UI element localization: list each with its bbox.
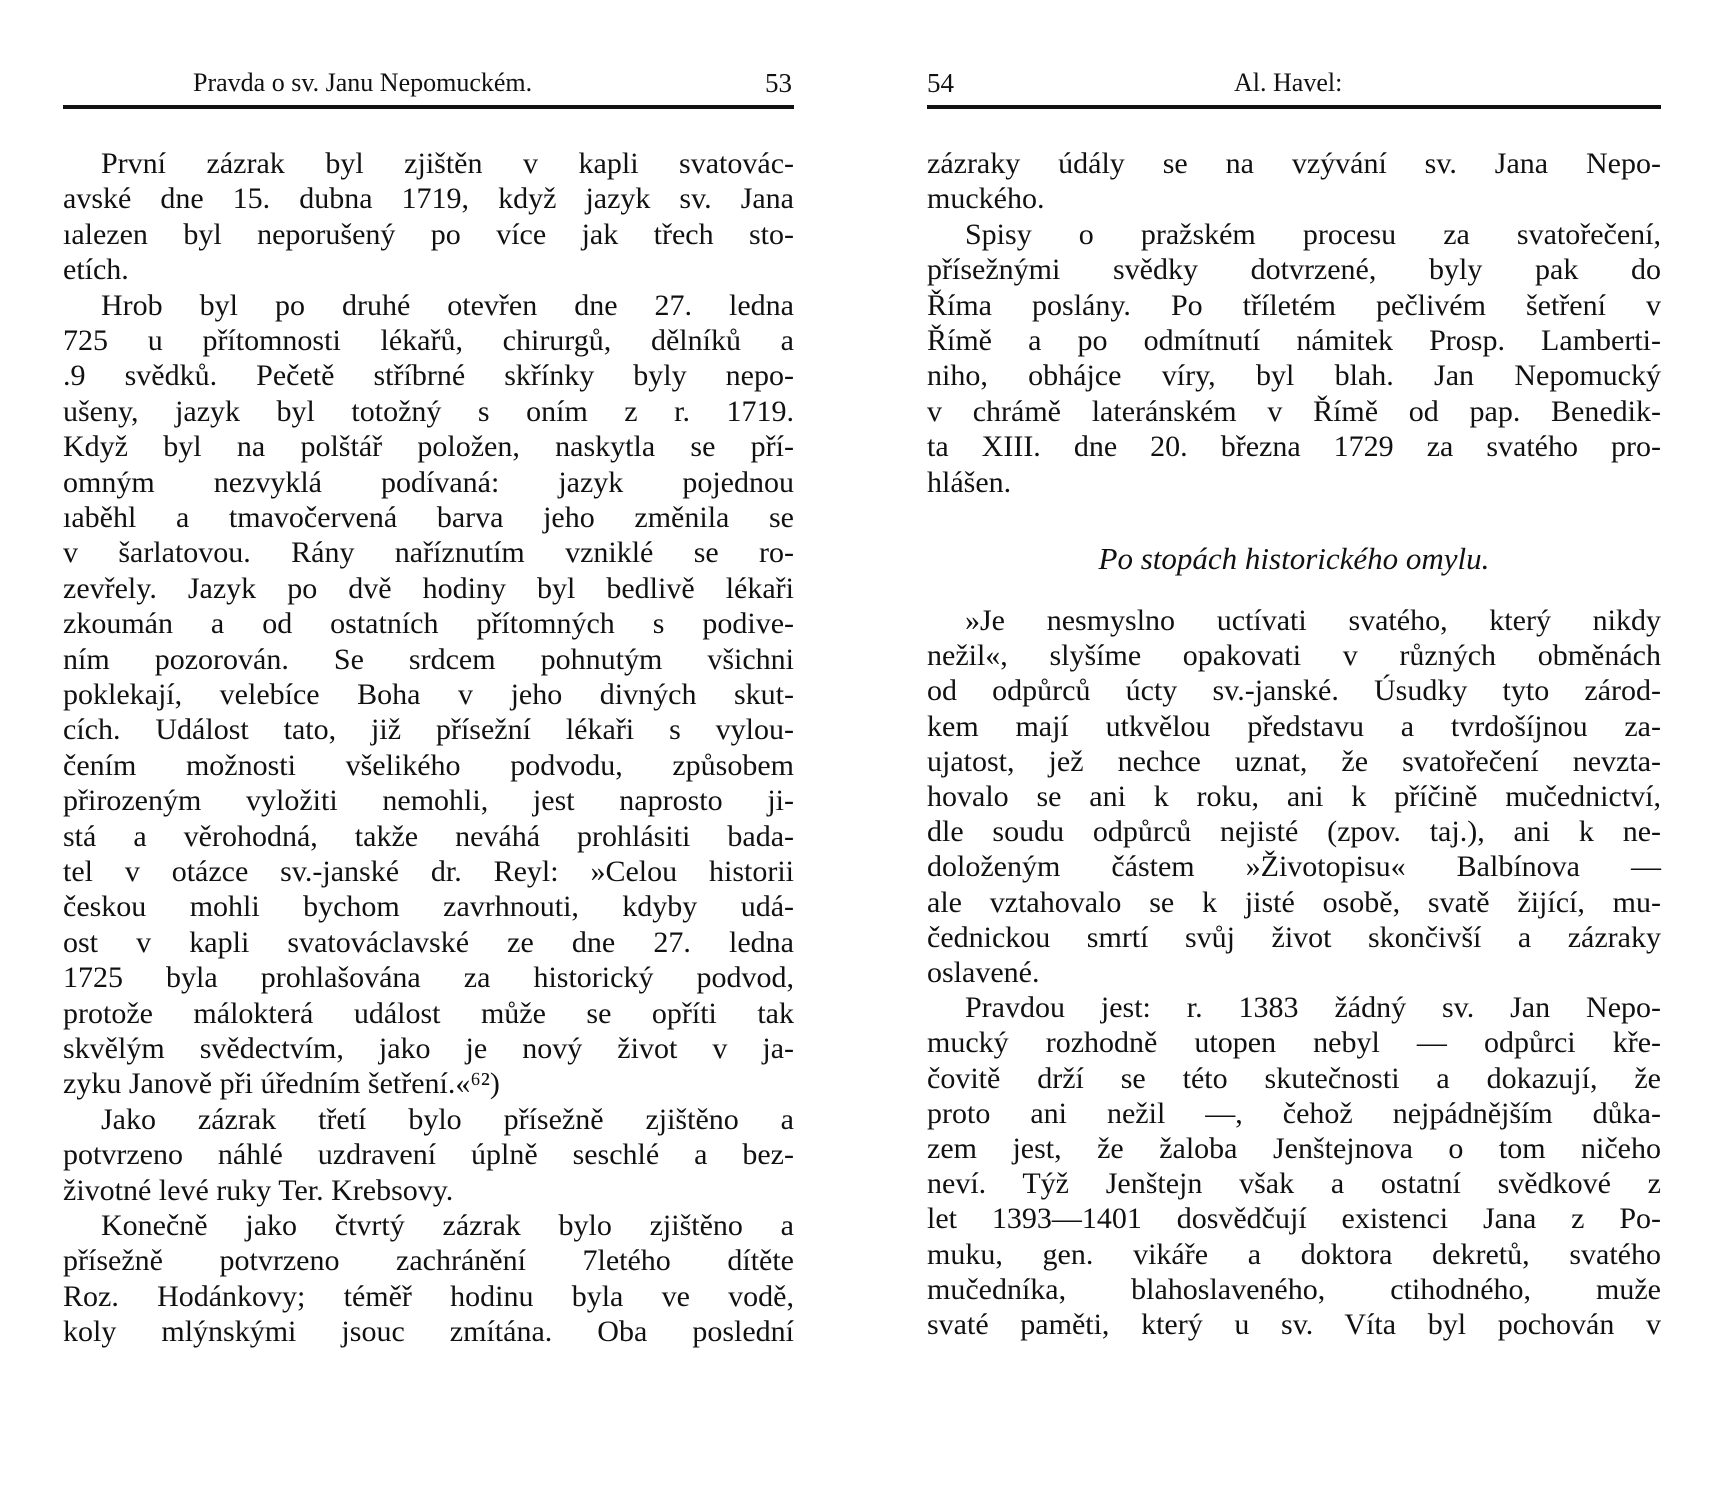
- text-line: ıaběhl a tmavočervená barva jeho změnila se: [63, 501, 794, 534]
- text-line: hlášen.: [927, 465, 1012, 499]
- text-line: hovalo se ani k roku, ani k příčině mučednictví,: [927, 780, 1661, 813]
- text-line: ale vztahovalo se k jisté osobě, svatě žijící, mu-: [927, 885, 1661, 919]
- text-line: přísežnými svědky dotvrzené, byly pak do: [927, 253, 1661, 287]
- text-line: v šarlatovou. Rány naříznutím vzniklé se ro-: [63, 536, 794, 570]
- running-title: Pravda o sv. Janu Nepomuckém.: [193, 68, 533, 97]
- text-line: skvělým svědectvím, jako je nový život v ja-: [63, 1032, 794, 1065]
- text-line: v chrámě lateránském v Římě od pap. Benedik-: [927, 394, 1661, 428]
- text-line: neví. Týž Jenštejn však a ostatní svědkové z: [927, 1167, 1661, 1201]
- text-line: Pravdou jest: r. 1383 žádný sv. Jan Nepo-: [965, 991, 1661, 1025]
- text-line: od odpůrců úcty sv.-janské. Úsudky tyto zárod-: [927, 674, 1661, 708]
- text-line: let 1393—1401 dosvědčují existenci Jana z Po-: [927, 1202, 1661, 1236]
- text-line: stá a věrohodná, takže neváhá prohlásiti bada-: [63, 819, 794, 853]
- page-number: 53: [765, 68, 792, 98]
- text-line: tel v otázce sv.-janské dr. Reyl: »Celou historii: [63, 855, 794, 888]
- text-line: etích.: [63, 253, 129, 287]
- text-line: přísežně potvrzeno zachránění 7letého dítěte: [63, 1244, 794, 1278]
- text-line: ušeny, jazyk byl totožný s oním z r. 1719.: [63, 394, 794, 428]
- text-line: koly mlýnskými jsouc zmítána. Oba poslední: [63, 1315, 794, 1349]
- text-line: Spisy o pražském procesu za svatořečení,: [965, 217, 1661, 251]
- running-title: Al. Havel:: [1234, 68, 1343, 97]
- right-page: [927, 0, 1661, 1500]
- text-line: poklekají, velebíce Boha v jeho divných skut-: [63, 678, 794, 711]
- text-line: ta XIII. dne 20. března 1729 za svatého pro-: [927, 430, 1661, 464]
- text-line: českou mohli bychom zavrhnouti, kdyby udá-: [63, 890, 794, 924]
- text-line: ost v kapli svatováclavské ze dne 27. ledna: [63, 925, 794, 959]
- header-rule: [63, 105, 794, 109]
- text-line: zkoumán a od ostatních přítomných s podive-: [63, 607, 794, 641]
- text-line: 725 u přítomnosti lékařů, chirurgů, dělníků a: [63, 324, 794, 357]
- text-line: čovitě drží se této skutečnosti a dokazují, že: [927, 1061, 1661, 1095]
- text-line: Římě a po odmítnutí námitek Prosp. Lamberti-: [927, 324, 1661, 357]
- text-line: svaté paměti, který u sv. Víta byl pochován v: [927, 1308, 1661, 1341]
- text-line: avské dne 15. dubna 1719, když jazyk sv. Jana: [63, 182, 794, 216]
- text-line: ním pozorován. Se srdcem pohnutým všichni: [63, 642, 794, 676]
- text-line: zyku Janově při úředním šetření.«⁶²): [63, 1067, 500, 1101]
- text-line: omným nezvyklá podívaná: jazyk pojednou: [63, 465, 794, 499]
- text-line: Hrob byl po druhé otevřen dne 27. ledna: [101, 288, 794, 322]
- text-line: doloženým částem »Životopisu« Balbínova —: [927, 850, 1661, 884]
- text-line: čednickou smrtí svůj život skončivší a zázraky: [927, 920, 1661, 954]
- text-line: Konečně jako čtvrtý zázrak bylo zjištěno a: [101, 1209, 794, 1242]
- text-line: přirozeným vyložiti nemohli, jest naprosto ji-: [63, 784, 794, 818]
- text-line: muku, gen. vikáře a doktora dekretů, svatého: [927, 1237, 1661, 1271]
- text-line: ıalezen byl neporušený po více jak třech sto-: [63, 217, 794, 251]
- text-line: zevřely. Jazyk po dvě hodiny byl bedlivě lékaři: [63, 571, 794, 605]
- text-line: kem mají utkvělou představu a tvrdošíjnou za-: [927, 709, 1661, 743]
- text-line: potvrzeno náhlé uzdravení úplně seschlé a bez-: [63, 1138, 794, 1172]
- text-line: .9 svědků. Pečetě stříbrné skřínky byly nepo-: [63, 359, 794, 393]
- text-line: protože málokterá událost může se opříti tak: [63, 996, 794, 1030]
- text-line: muckého.: [927, 182, 1045, 216]
- text-line: oslavené.: [927, 956, 1040, 989]
- text-line: Jako zázrak třetí bylo přísežně zjištěno a: [101, 1102, 794, 1136]
- text-line: zázraky údály se na vzývání sv. Jana Nepo-: [927, 147, 1661, 180]
- text-line: Když byl na polštář položen, naskytla se pří-: [63, 430, 794, 464]
- text-line: ujatost, jež nechce uznat, že svatořečení nevzta-: [927, 744, 1661, 778]
- text-line: První zázrak byl zjištěn v kapli svatovác-: [101, 147, 794, 180]
- page-number: 54: [927, 68, 954, 98]
- text-line: niho, obhájce víry, byl blah. Jan Nepomucký: [927, 359, 1661, 393]
- left-page: [63, 0, 794, 1500]
- header-rule: [927, 105, 1661, 109]
- text-line: mučedníka, blahoslaveného, ctihodného, muže: [927, 1272, 1661, 1306]
- text-line: »Je nesmyslno uctívati svatého, který nikdy: [965, 604, 1661, 637]
- text-line: životné levé ruky Ter. Krebsovy.: [63, 1173, 454, 1207]
- text-line: 1725 byla prohlašována za historický podvod,: [63, 961, 794, 995]
- text-line: nežil«, slyšíme opakovati v různých obměnách: [927, 639, 1661, 673]
- text-line: dle soudu odpůrců nejisté (zpov. taj.), ani k ne-: [927, 815, 1661, 849]
- text-line: mucký rozhodně utopen nebyl — odpůrci kře-: [927, 1026, 1661, 1060]
- text-line: cích. Událost tato, již přísežní lékaři s vylou-: [63, 713, 794, 747]
- text-line: zem jest, že žaloba Jenštejnova o tom ničeho: [927, 1132, 1661, 1165]
- text-line: čením možnosti všelikého podvodu, způsobem: [63, 748, 794, 782]
- section-heading: Po stopách historického omylu.: [1098, 541, 1490, 576]
- text-line: Roz. Hodánkovy; téměř hodinu byla ve vodě,: [63, 1279, 794, 1313]
- text-line: proto ani nežil —, čehož nejpádnějším důka-: [927, 1096, 1661, 1130]
- text-line: Říma poslány. Po tříletém pečlivém šetření v: [927, 288, 1661, 322]
